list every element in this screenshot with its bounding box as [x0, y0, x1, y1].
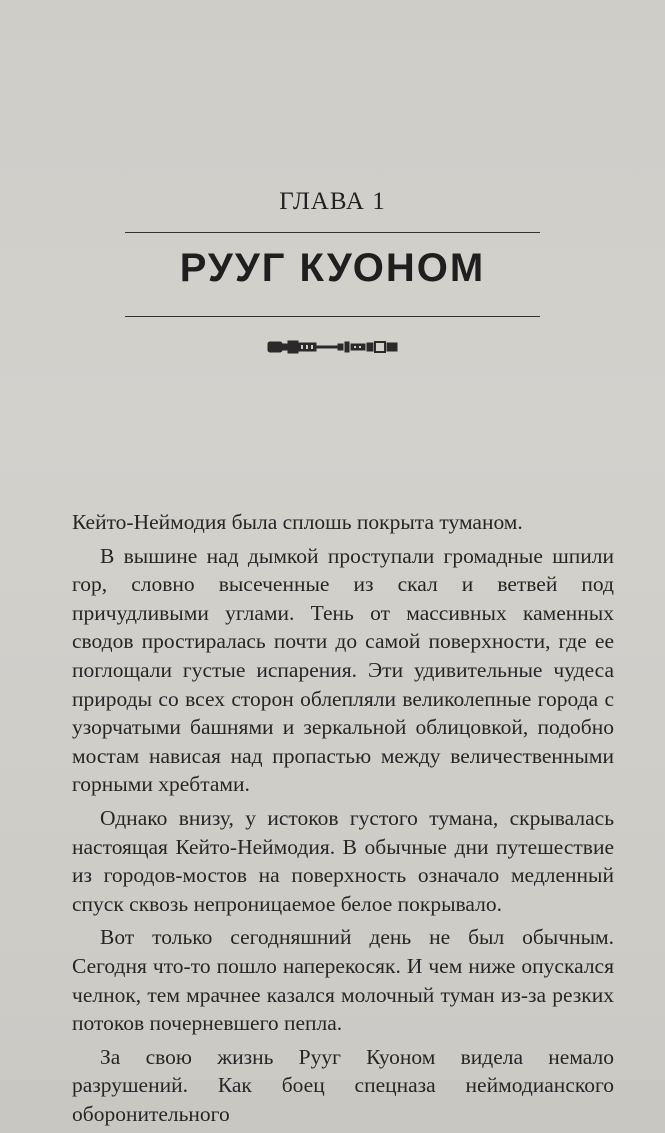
bleed-through-text	[70, 30, 630, 57]
body-paragraph-3: Вот только сегодняшний день не был обычным. Сегодня что-то пошло наперекосяк. И чем ниже опускался челнок, тем мрачнее казался молочный туман из-за резких потоков почерневшего пепла.	[72, 925, 614, 1036]
lightsaber-ornament-icon	[266, 334, 401, 360]
body-paragraph-2: Однако внизу, у истоков густого тумана, скрывалась настоящая Кейто-Неймодия. В обычные дни путешествие из городов-мостов на поверхность означало медленный спуск сквозь непроницаемое белое покрывало.	[72, 805, 614, 916]
chapter-rule-bottom	[125, 316, 540, 317]
chapter-label: ГЛАВА 1	[279, 188, 386, 215]
chapter-body	[72, 508, 614, 1133]
lead-paragraph: Кейто-Неймодия была сплошь покрыта туманом.	[72, 510, 523, 534]
body-paragraph-4: За свою жизнь Рууг Куоном видела немало разрушений. Как боец спецназа неймодианского оборонительного	[72, 1044, 614, 1126]
chapter-rule-top	[125, 232, 540, 233]
body-paragraph-1: В вышине над дымкой проступали громадные шпили гор, словно высеченные из скал и ветвей под причудливыми углами. Тень от массивных каменных сводов простиралась почти до самой поверхности, где ее поглощали густые испарения. Эти удивительные чудеса природы со всех сторон облепляли великолепные города с узорчатыми башнями и зеркальной облицовкой, подобно мостам нависая над пропастью между величественными горными хребтами.	[72, 543, 614, 797]
chapter-title: РУУГ КУОНОМ	[179, 246, 486, 290]
